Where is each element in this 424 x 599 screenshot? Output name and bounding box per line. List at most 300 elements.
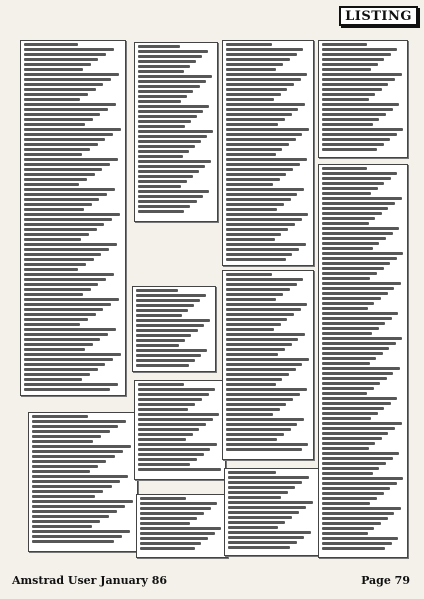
code-line bbox=[322, 367, 400, 370]
code-line bbox=[226, 308, 301, 311]
code-line bbox=[32, 450, 123, 453]
code-line bbox=[228, 491, 288, 494]
code-line bbox=[138, 155, 183, 158]
code-line bbox=[322, 312, 398, 315]
code-line bbox=[226, 348, 285, 351]
code-line bbox=[322, 352, 383, 355]
code-lines bbox=[226, 43, 310, 261]
code-line bbox=[32, 505, 125, 508]
code-line bbox=[138, 45, 180, 48]
code-line bbox=[226, 58, 290, 61]
code-line bbox=[24, 283, 98, 286]
code-line bbox=[322, 462, 386, 465]
code-line bbox=[24, 293, 83, 296]
code-line bbox=[322, 108, 393, 111]
code-line bbox=[322, 492, 384, 495]
code-line bbox=[32, 495, 95, 498]
code-line bbox=[226, 398, 293, 401]
code-line bbox=[228, 486, 295, 489]
code-line bbox=[226, 443, 308, 446]
code-line bbox=[136, 349, 207, 352]
code-line bbox=[322, 427, 395, 430]
code-line bbox=[322, 387, 374, 390]
listing-block bbox=[222, 40, 314, 266]
code-line bbox=[32, 440, 93, 443]
code-line bbox=[226, 223, 295, 226]
code-line bbox=[226, 448, 302, 451]
code-line bbox=[322, 207, 388, 210]
code-line bbox=[226, 418, 304, 421]
code-line bbox=[226, 288, 290, 291]
code-line bbox=[322, 48, 397, 51]
listing-block bbox=[134, 380, 226, 480]
code-line bbox=[226, 83, 294, 86]
code-line bbox=[24, 318, 88, 321]
code-line bbox=[322, 507, 401, 510]
code-line bbox=[136, 334, 191, 337]
code-line bbox=[32, 420, 126, 423]
code-line bbox=[226, 278, 303, 281]
code-line bbox=[24, 268, 78, 271]
code-line bbox=[138, 145, 195, 148]
code-lines bbox=[322, 43, 404, 151]
code-line bbox=[138, 115, 197, 118]
code-line bbox=[322, 242, 379, 245]
code-line bbox=[136, 354, 201, 357]
code-line bbox=[322, 542, 392, 545]
code-line bbox=[322, 53, 391, 56]
code-line bbox=[32, 530, 130, 533]
code-line bbox=[226, 353, 278, 356]
code-line bbox=[138, 50, 208, 53]
code-line bbox=[24, 48, 114, 51]
code-line bbox=[24, 153, 82, 156]
code-line bbox=[322, 442, 375, 445]
code-line bbox=[138, 195, 203, 198]
code-line bbox=[24, 308, 103, 311]
code-line bbox=[138, 80, 206, 83]
code-line bbox=[322, 457, 393, 460]
code-line bbox=[24, 73, 119, 76]
code-line bbox=[24, 353, 121, 356]
code-line bbox=[322, 432, 388, 435]
code-lines bbox=[136, 289, 212, 367]
code-line bbox=[226, 343, 292, 346]
code-line bbox=[228, 526, 278, 529]
code-line bbox=[24, 303, 111, 306]
code-line bbox=[24, 368, 98, 371]
code-line bbox=[138, 90, 193, 93]
code-line bbox=[322, 467, 379, 470]
code-line bbox=[322, 227, 399, 230]
code-line bbox=[138, 105, 209, 108]
code-line bbox=[24, 108, 108, 111]
listing-block bbox=[28, 412, 138, 552]
code-line bbox=[322, 148, 377, 151]
code-line bbox=[226, 78, 301, 81]
code-line bbox=[226, 273, 272, 276]
code-line bbox=[226, 298, 276, 301]
code-line bbox=[322, 123, 373, 126]
code-lines bbox=[24, 43, 122, 391]
code-line bbox=[226, 383, 276, 386]
code-line bbox=[24, 253, 101, 256]
code-line bbox=[322, 317, 392, 320]
code-line bbox=[24, 173, 95, 176]
code-line bbox=[138, 205, 190, 208]
code-line bbox=[138, 120, 191, 123]
code-line bbox=[138, 100, 181, 103]
code-line bbox=[226, 88, 287, 91]
code-line bbox=[322, 113, 386, 116]
code-line bbox=[226, 53, 297, 56]
code-line bbox=[226, 173, 286, 176]
code-line bbox=[24, 388, 110, 391]
code-line bbox=[24, 88, 96, 91]
listing-block bbox=[136, 494, 228, 558]
code-line bbox=[226, 243, 306, 246]
code-line bbox=[32, 415, 88, 418]
code-line bbox=[24, 148, 90, 151]
code-line bbox=[32, 520, 100, 523]
code-line bbox=[226, 203, 284, 206]
code-line bbox=[24, 233, 89, 236]
code-line bbox=[136, 324, 204, 327]
code-line bbox=[322, 217, 375, 220]
code-line bbox=[24, 223, 104, 226]
listing-block bbox=[132, 286, 216, 372]
code-line bbox=[226, 183, 273, 186]
listing-block bbox=[318, 40, 408, 158]
code-line bbox=[322, 43, 367, 46]
code-line bbox=[138, 110, 203, 113]
code-line bbox=[226, 403, 286, 406]
code-line bbox=[226, 313, 294, 316]
code-line bbox=[138, 448, 210, 451]
code-line bbox=[226, 103, 305, 106]
code-line bbox=[322, 397, 397, 400]
code-line bbox=[32, 515, 109, 518]
code-line bbox=[322, 138, 390, 141]
code-line bbox=[226, 413, 273, 416]
code-line bbox=[24, 348, 85, 351]
code-line bbox=[226, 123, 278, 126]
code-line bbox=[138, 135, 207, 138]
code-line bbox=[24, 328, 116, 331]
code-line bbox=[226, 188, 304, 191]
code-line bbox=[226, 118, 285, 121]
code-line bbox=[138, 55, 202, 58]
code-line bbox=[24, 288, 91, 291]
code-line bbox=[136, 299, 200, 302]
code-line bbox=[140, 537, 208, 540]
code-line bbox=[138, 423, 206, 426]
code-line bbox=[24, 83, 103, 86]
code-line bbox=[322, 73, 402, 76]
code-line bbox=[322, 547, 385, 550]
code-line bbox=[138, 433, 193, 436]
code-line bbox=[322, 512, 394, 515]
code-line bbox=[322, 167, 367, 170]
code-line bbox=[226, 438, 277, 441]
code-line bbox=[322, 347, 389, 350]
code-line bbox=[32, 535, 122, 538]
code-line bbox=[322, 277, 370, 280]
code-line bbox=[228, 516, 292, 519]
code-line bbox=[226, 148, 282, 151]
code-line bbox=[322, 78, 395, 81]
code-line bbox=[138, 443, 217, 446]
code-line bbox=[322, 292, 388, 295]
code-line bbox=[136, 339, 185, 342]
code-line bbox=[32, 540, 114, 543]
code-line bbox=[32, 475, 128, 478]
code-line bbox=[226, 153, 276, 156]
code-line bbox=[24, 163, 110, 166]
code-line bbox=[24, 188, 115, 191]
code-line bbox=[24, 278, 106, 281]
code-line bbox=[322, 272, 377, 275]
code-line bbox=[24, 193, 107, 196]
code-line bbox=[322, 422, 402, 425]
code-line bbox=[138, 438, 186, 441]
code-line bbox=[138, 180, 187, 183]
code-line bbox=[226, 68, 276, 71]
code-line bbox=[322, 58, 384, 61]
code-line bbox=[322, 93, 375, 96]
code-line bbox=[226, 368, 296, 371]
code-line bbox=[226, 378, 282, 381]
code-line bbox=[226, 238, 275, 241]
code-line bbox=[24, 363, 105, 366]
code-line bbox=[322, 357, 376, 360]
code-line bbox=[226, 98, 274, 101]
code-line bbox=[140, 507, 211, 510]
code-line bbox=[228, 536, 304, 539]
code-line bbox=[228, 546, 290, 549]
code-line bbox=[322, 192, 371, 195]
listing-block bbox=[222, 270, 314, 460]
code-line bbox=[226, 428, 291, 431]
code-line bbox=[322, 133, 397, 136]
code-line bbox=[24, 133, 113, 136]
code-line bbox=[136, 319, 210, 322]
code-line bbox=[226, 338, 298, 341]
code-lines bbox=[322, 167, 404, 550]
code-line bbox=[138, 70, 184, 73]
code-line bbox=[24, 313, 96, 316]
code-line bbox=[136, 289, 178, 292]
code-line bbox=[32, 430, 110, 433]
code-line bbox=[138, 418, 213, 421]
code-line bbox=[322, 452, 399, 455]
code-line bbox=[322, 237, 386, 240]
code-line bbox=[138, 468, 221, 471]
code-line bbox=[322, 472, 373, 475]
code-line bbox=[32, 485, 112, 488]
code-line bbox=[24, 338, 100, 341]
code-line bbox=[226, 233, 281, 236]
code-line bbox=[24, 203, 92, 206]
code-line bbox=[322, 537, 398, 540]
listing-block bbox=[318, 164, 408, 558]
code-line bbox=[32, 500, 133, 503]
code-line bbox=[136, 314, 182, 317]
code-line bbox=[138, 458, 197, 461]
code-line bbox=[322, 282, 401, 285]
code-line bbox=[322, 88, 382, 91]
code-line bbox=[228, 511, 299, 514]
code-line bbox=[322, 527, 374, 530]
code-line bbox=[322, 447, 369, 450]
code-line bbox=[322, 517, 388, 520]
code-line bbox=[138, 165, 205, 168]
code-line bbox=[24, 128, 121, 131]
code-line bbox=[322, 187, 378, 190]
code-line bbox=[24, 68, 83, 71]
code-line bbox=[32, 525, 92, 528]
code-line bbox=[322, 302, 374, 305]
code-line bbox=[138, 393, 209, 396]
code-line bbox=[228, 541, 297, 544]
code-line bbox=[138, 75, 212, 78]
code-line bbox=[226, 213, 308, 216]
code-line bbox=[24, 248, 109, 251]
code-line bbox=[226, 423, 297, 426]
code-line bbox=[24, 43, 78, 46]
code-line bbox=[226, 73, 307, 76]
code-line bbox=[24, 373, 90, 376]
code-line bbox=[322, 128, 403, 131]
code-line bbox=[138, 190, 209, 193]
code-line bbox=[322, 337, 402, 340]
code-line bbox=[226, 113, 292, 116]
code-line bbox=[136, 364, 189, 367]
code-line bbox=[322, 372, 393, 375]
code-line bbox=[322, 118, 379, 121]
code-line bbox=[24, 358, 113, 361]
code-line bbox=[322, 522, 381, 525]
code-line bbox=[322, 477, 403, 480]
code-line bbox=[138, 413, 219, 416]
listing-badge: LISTING bbox=[339, 6, 418, 26]
code-line bbox=[138, 140, 201, 143]
code-line bbox=[226, 163, 300, 166]
code-line bbox=[32, 480, 120, 483]
code-line bbox=[228, 496, 281, 499]
listing-block bbox=[20, 40, 126, 396]
code-line bbox=[228, 476, 309, 479]
code-line bbox=[322, 412, 378, 415]
code-line bbox=[140, 522, 190, 525]
code-line bbox=[228, 501, 313, 504]
code-line bbox=[226, 393, 300, 396]
code-line bbox=[322, 322, 385, 325]
code-line bbox=[322, 143, 384, 146]
code-line bbox=[24, 58, 98, 61]
code-line bbox=[24, 183, 79, 186]
code-line bbox=[226, 248, 299, 251]
code-line bbox=[226, 258, 286, 261]
code-line bbox=[140, 527, 221, 530]
code-line bbox=[226, 93, 281, 96]
code-line bbox=[32, 445, 131, 448]
code-line bbox=[24, 98, 80, 101]
code-line bbox=[24, 323, 80, 326]
code-line bbox=[322, 222, 369, 225]
code-line bbox=[226, 358, 309, 361]
code-line bbox=[24, 218, 112, 221]
code-line bbox=[32, 455, 115, 458]
code-line bbox=[228, 521, 285, 524]
code-line bbox=[322, 502, 370, 505]
code-line bbox=[32, 490, 103, 493]
code-line bbox=[138, 60, 196, 63]
code-line bbox=[226, 323, 281, 326]
code-line bbox=[322, 182, 384, 185]
code-line bbox=[140, 502, 217, 505]
code-line bbox=[322, 482, 397, 485]
code-line bbox=[138, 65, 190, 68]
code-line bbox=[24, 123, 85, 126]
code-line bbox=[322, 407, 384, 410]
code-line bbox=[322, 402, 391, 405]
code-line bbox=[138, 85, 200, 88]
code-line bbox=[136, 329, 198, 332]
code-line bbox=[322, 177, 391, 180]
code-lines bbox=[140, 497, 224, 550]
code-line bbox=[226, 328, 274, 331]
code-line bbox=[226, 108, 298, 111]
code-line bbox=[138, 453, 204, 456]
code-line bbox=[24, 213, 120, 216]
code-line bbox=[140, 517, 197, 520]
code-line bbox=[138, 175, 193, 178]
code-line bbox=[322, 287, 394, 290]
code-lines bbox=[228, 471, 316, 549]
code-line bbox=[322, 532, 368, 535]
code-line bbox=[24, 93, 88, 96]
code-line bbox=[322, 267, 384, 270]
code-line bbox=[138, 463, 190, 466]
code-line bbox=[24, 113, 100, 116]
code-line bbox=[226, 363, 302, 366]
code-line bbox=[226, 143, 289, 146]
code-line bbox=[322, 327, 379, 330]
code-line bbox=[138, 403, 195, 406]
code-line bbox=[138, 150, 189, 153]
code-line bbox=[322, 342, 396, 345]
code-line bbox=[24, 103, 116, 106]
code-line bbox=[226, 408, 280, 411]
code-line bbox=[140, 512, 204, 515]
code-line bbox=[24, 298, 119, 301]
code-lines bbox=[138, 383, 222, 471]
code-line bbox=[226, 138, 296, 141]
code-line bbox=[24, 378, 82, 381]
code-line bbox=[322, 83, 388, 86]
listing-block bbox=[224, 468, 320, 556]
code-line bbox=[226, 293, 283, 296]
code-line bbox=[322, 332, 372, 335]
code-line bbox=[32, 510, 117, 513]
code-line bbox=[24, 208, 84, 211]
code-line bbox=[322, 252, 403, 255]
code-line bbox=[24, 238, 81, 241]
code-line bbox=[136, 294, 206, 297]
code-line bbox=[322, 487, 390, 490]
code-line bbox=[24, 258, 94, 261]
